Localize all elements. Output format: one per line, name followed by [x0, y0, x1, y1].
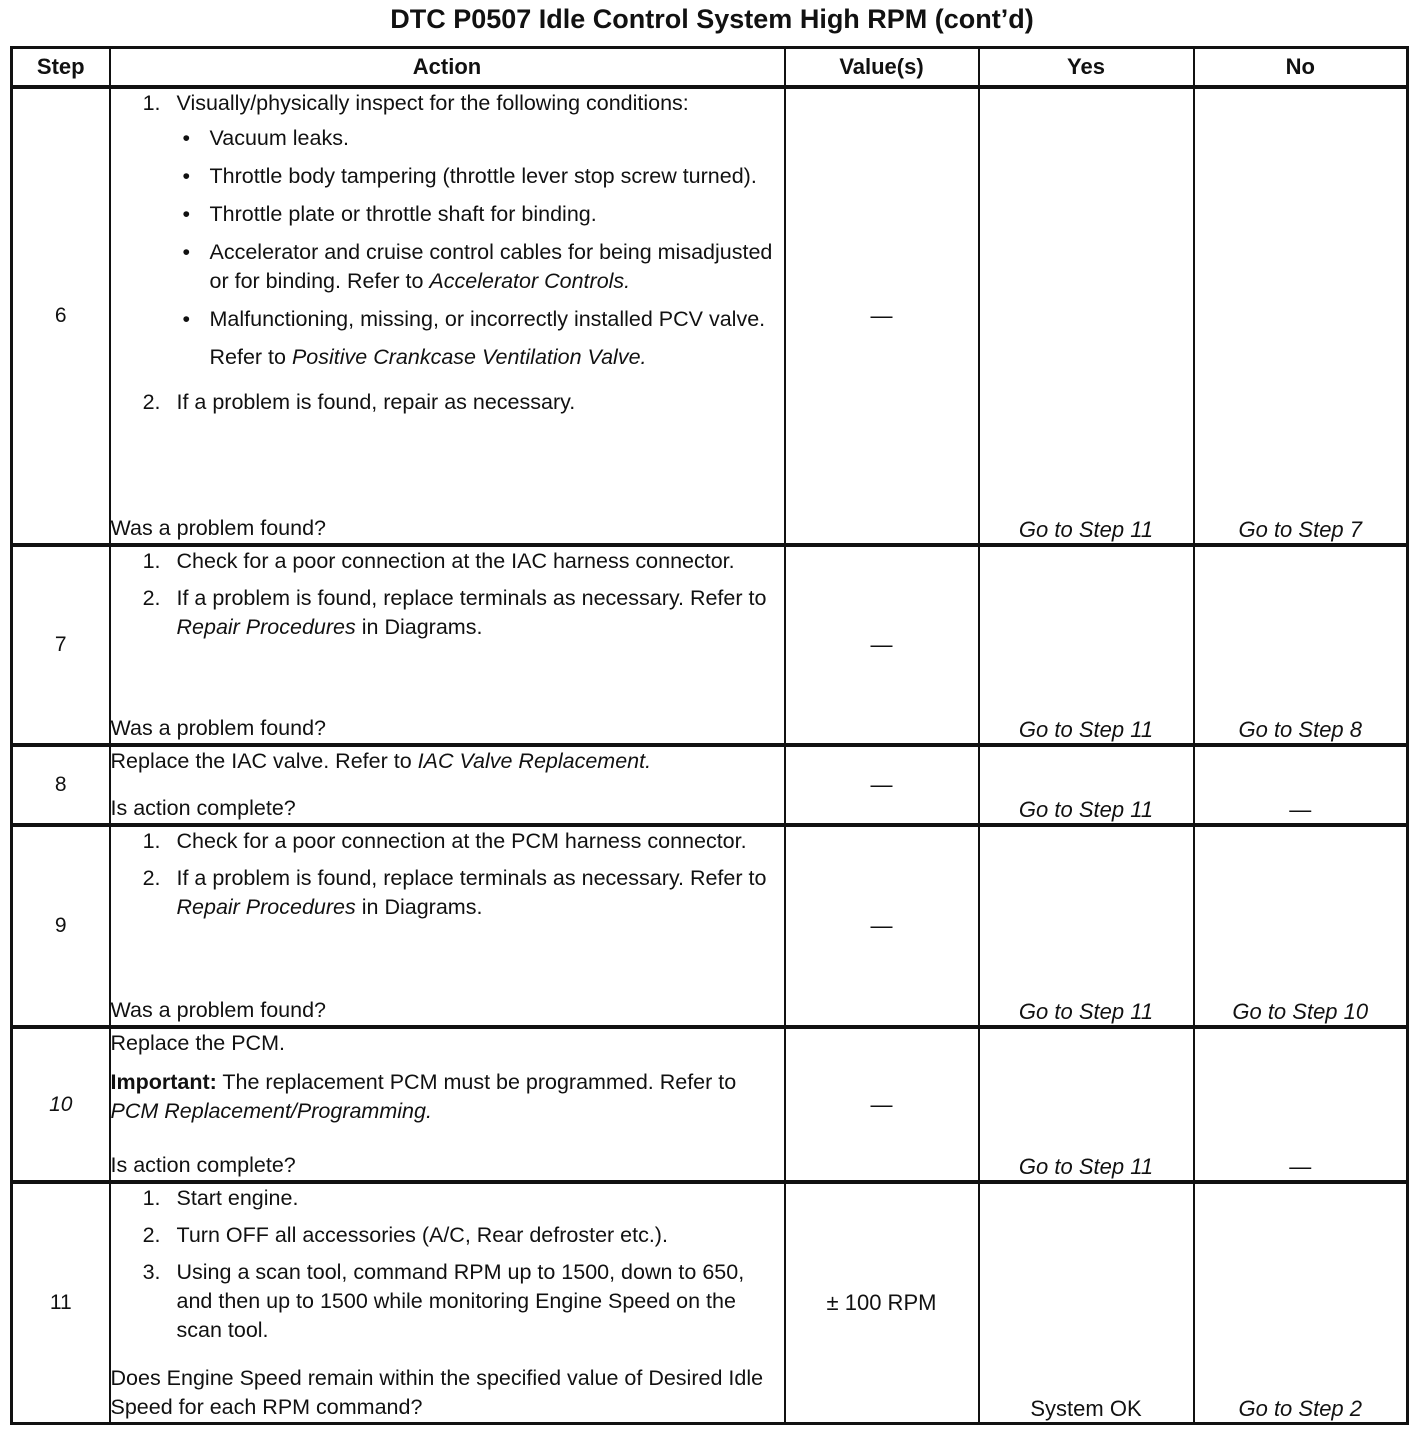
- question-text: Does Engine Speed remain within the specified value of Desired Idle Speed for each RPM command?: [110, 1365, 764, 1419]
- action-cell: [110, 1182, 785, 1423]
- action-text-tail: in Diagrams.: [361, 895, 483, 919]
- table-row-step-10: [12, 1027, 1408, 1182]
- step-index: 1.: [142, 829, 161, 853]
- step-number: 6: [12, 87, 110, 545]
- reference-link[interactable]: Repair Procedures: [176, 615, 356, 639]
- value-cell: —: [785, 545, 979, 745]
- no-result: —: [1194, 745, 1408, 825]
- bullet-icon: •: [182, 307, 191, 331]
- table-row-step-7: [12, 545, 1408, 745]
- important-label: Important:: [110, 1070, 217, 1094]
- column-header-no: No: [1194, 48, 1408, 88]
- table-row-step-9: [12, 825, 1408, 1027]
- action-cell: [110, 87, 785, 545]
- action-step: [111, 864, 784, 922]
- question-text: Is action complete?: [110, 796, 296, 820]
- column-header-values: Value(s): [785, 48, 979, 88]
- page-title: DTC P0507 Idle Control System High RPM (cont’d): [390, 4, 1034, 34]
- important-note: [111, 1068, 784, 1126]
- action-step: [111, 547, 784, 576]
- action-text: Using a scan tool, command RPM up to 1500, down to 650, and then up to 1500 while monitoring Engine Speed on the scan tool.: [176, 1260, 745, 1342]
- reference-link[interactable]: Repair Procedures: [176, 895, 356, 919]
- value-cell: —: [785, 745, 979, 825]
- question-text: Was a problem found?: [110, 516, 327, 540]
- no-result[interactable]: Go to Step 2: [1194, 1182, 1408, 1423]
- action-cell: [110, 1027, 785, 1182]
- yes-result[interactable]: Go to Step 11: [979, 1027, 1194, 1182]
- bullet-item: [177, 200, 784, 229]
- important-text: The replacement PCM must be programmed. Refer to: [222, 1070, 737, 1094]
- step-index: 3.: [142, 1260, 161, 1284]
- column-header-yes: Yes: [979, 48, 1194, 88]
- action-text: If a problem is found, repair as necessary.: [176, 390, 576, 414]
- table-row-step-11: [12, 1182, 1408, 1423]
- value-cell: —: [785, 1027, 979, 1182]
- yes-result[interactable]: Go to Step 11: [979, 745, 1194, 825]
- action-text: Start engine.: [176, 1186, 299, 1210]
- action-text: If a problem is found, replace terminals as necessary. Refer to: [176, 586, 767, 610]
- action-step: [111, 388, 784, 417]
- no-result: —: [1194, 1027, 1408, 1182]
- question-text: Was a problem found?: [110, 716, 327, 740]
- bullet-icon: •: [182, 126, 191, 150]
- step-number: 11: [12, 1182, 110, 1423]
- bullet-item: [177, 238, 784, 296]
- step-index: 2.: [142, 1223, 161, 1247]
- question-text: Was a problem found?: [110, 998, 327, 1022]
- action-step: [111, 1184, 784, 1213]
- yes-result: System OK: [979, 1182, 1194, 1423]
- action-text: Turn OFF all accessories (A/C, Rear defroster etc.).: [176, 1223, 668, 1247]
- refer-note: [210, 343, 784, 372]
- action-step: [111, 89, 784, 380]
- bullet-icon: •: [182, 164, 191, 188]
- action-text: If a problem is found, replace terminals as necessary. Refer to: [176, 866, 767, 890]
- bullet-item: [177, 305, 784, 334]
- refer-prefix: Refer to: [209, 345, 286, 369]
- action-cell: [110, 825, 785, 1027]
- reference-link[interactable]: Positive Crankcase Ventilation Valve.: [291, 345, 647, 369]
- step-index: 2.: [142, 586, 161, 610]
- action-text: Check for a poor connection at the PCM harness connector.: [176, 829, 747, 853]
- step-index: 2.: [142, 390, 161, 414]
- step-number: 8: [12, 745, 110, 825]
- no-result[interactable]: Go to Step 10: [1194, 825, 1408, 1027]
- bullet-text: Vacuum leaks.: [209, 126, 349, 150]
- action-text: Check for a poor connection at the IAC harness connector.: [176, 549, 735, 573]
- step-number: 7: [12, 545, 110, 745]
- table-row-step-6: [12, 87, 1408, 545]
- no-result[interactable]: Go to Step 7: [1194, 87, 1408, 545]
- diagnostic-table: [10, 46, 1409, 1425]
- column-header-step: Step: [12, 48, 110, 88]
- action-cell: [110, 545, 785, 745]
- bullet-item: [177, 162, 784, 191]
- value-cell: —: [785, 825, 979, 1027]
- action-step: [111, 827, 784, 856]
- table-header-row: [12, 48, 1408, 88]
- bullet-item: [177, 124, 784, 153]
- bullet-text: Malfunctioning, missing, or incorrectly installed PCV valve.: [209, 307, 766, 331]
- step-index: 1.: [142, 91, 161, 115]
- step-number: 9: [12, 825, 110, 1027]
- step-index: 2.: [142, 866, 161, 890]
- action-step: [111, 1221, 784, 1250]
- no-result[interactable]: Go to Step 8: [1194, 545, 1408, 745]
- action-text: Visually/physically inspect for the following conditions:: [176, 91, 689, 115]
- action-text: Replace the IAC valve. Refer to: [110, 749, 412, 773]
- action-text-tail: in Diagrams.: [361, 615, 483, 639]
- bullet-text: Accelerator and cruise control cables for being misadjusted or for binding. Refer to: [209, 240, 773, 293]
- reference-link[interactable]: Accelerator Controls.: [429, 269, 631, 293]
- yes-result[interactable]: Go to Step 11: [979, 545, 1194, 745]
- step-index: 1.: [142, 549, 161, 573]
- column-header-action: Action: [110, 48, 785, 88]
- bullet-text: Throttle plate or throttle shaft for binding.: [209, 202, 597, 226]
- bullet-text: Throttle body tampering (throttle lever stop screw turned).: [209, 164, 757, 188]
- bullet-icon: •: [182, 202, 191, 226]
- yes-result[interactable]: Go to Step 11: [979, 825, 1194, 1027]
- question-text: Is action complete?: [110, 1153, 296, 1177]
- value-cell: —: [785, 87, 979, 545]
- bullet-icon: •: [182, 240, 191, 264]
- action-cell: [110, 745, 785, 825]
- yes-result[interactable]: Go to Step 11: [979, 87, 1194, 545]
- reference-link[interactable]: IAC Valve Replacement.: [417, 749, 652, 773]
- action-text: Replace the PCM.: [110, 1031, 285, 1055]
- reference-link[interactable]: PCM Replacement/Programming.: [110, 1099, 432, 1123]
- value-cell: ± 100 RPM: [785, 1182, 979, 1423]
- step-index: 1.: [142, 1186, 161, 1210]
- action-step: [111, 584, 784, 642]
- step-number: 10: [12, 1027, 110, 1182]
- table-row-step-8: [12, 745, 1408, 825]
- action-step: [111, 1258, 784, 1345]
